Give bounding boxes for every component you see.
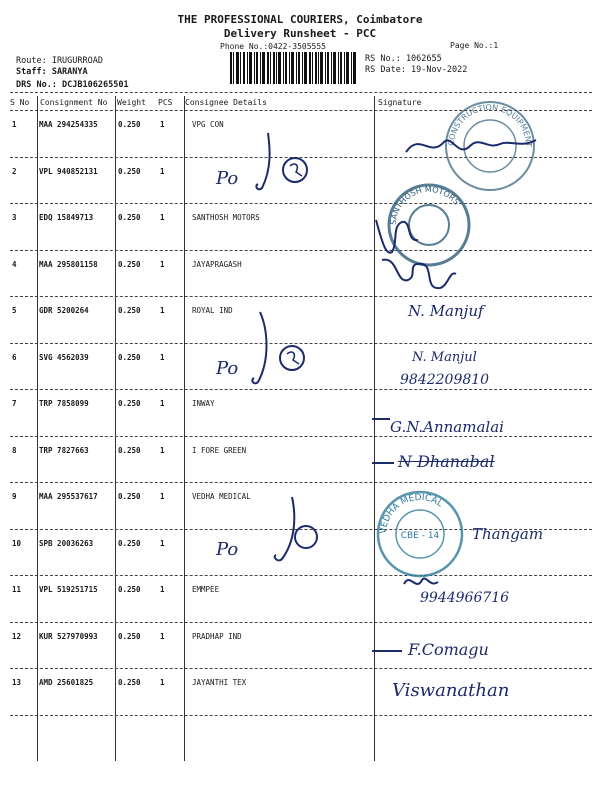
cell-sno: 4 bbox=[12, 259, 17, 269]
cell-weight: 0.250 bbox=[118, 120, 141, 129]
cell-consignment: MAA 295537617 bbox=[39, 492, 98, 501]
cell-sno: 5 bbox=[12, 306, 17, 315]
cell-pcs: 1 bbox=[160, 585, 165, 594]
cell-pcs: 1 bbox=[160, 306, 165, 315]
cell-sno: 3 bbox=[12, 213, 17, 222]
table-row bbox=[0, 622, 600, 669]
signature: Viswanathan bbox=[392, 680, 510, 701]
col-header-weight: Weight bbox=[117, 98, 146, 107]
cell-weight: 0.250 bbox=[118, 492, 141, 501]
barcode bbox=[230, 52, 356, 84]
cell-consignment: VPL 940852131 bbox=[39, 166, 98, 176]
dash-mark bbox=[372, 650, 402, 652]
table-row bbox=[0, 250, 600, 297]
cell-consignee: JAYAPRAGASH bbox=[192, 259, 242, 269]
cell-weight: 0.250 bbox=[118, 166, 141, 176]
rs-date: RS Date: 19-Nov-2022 bbox=[365, 65, 468, 75]
cell-weight: 0.250 bbox=[118, 445, 141, 455]
cell-sno: 10 bbox=[12, 538, 22, 548]
cell-pcs: 1 bbox=[160, 259, 165, 269]
company-title: THE PROFESSIONAL COURIERS, Coimbatore bbox=[177, 13, 423, 26]
cell-pcs: 1 bbox=[160, 631, 165, 641]
signature: G.N.Annamalai bbox=[390, 418, 504, 436]
cell-consignee: INWAY bbox=[192, 399, 215, 408]
cell-consignee: PRADHAP IND bbox=[192, 631, 242, 641]
cell-pcs: 1 bbox=[160, 678, 165, 687]
col-header-signature: Signature bbox=[378, 98, 422, 107]
table-row bbox=[0, 575, 600, 622]
cell-weight: 0.250 bbox=[118, 213, 141, 222]
cell-consignee: EMMPEE bbox=[192, 585, 220, 594]
cell-sno: 6 bbox=[12, 352, 17, 362]
cell-sno: 8 bbox=[12, 445, 17, 455]
signature bbox=[400, 128, 540, 168]
cell-consignment: KUR 527970993 bbox=[39, 631, 98, 641]
cell-consignment: GDR 5200264 bbox=[39, 306, 89, 315]
drs-number: DRS No.: DCJB106265501 bbox=[16, 80, 129, 90]
medical-stamp bbox=[372, 486, 468, 582]
handwritten-po-note: Po bbox=[210, 310, 320, 390]
cell-sno: 2 bbox=[12, 166, 17, 176]
signature: N. Manjuf bbox=[408, 302, 484, 320]
cell-consignment: VPL 519251715 bbox=[39, 585, 98, 594]
cell-consignment: SPB 20036263 bbox=[39, 538, 94, 548]
cell-pcs: 1 bbox=[160, 492, 165, 501]
cell-weight: 0.250 bbox=[118, 352, 141, 362]
cell-weight: 0.250 bbox=[118, 631, 141, 641]
col-header-sno: S No bbox=[10, 98, 30, 107]
cell-weight: 0.250 bbox=[118, 259, 141, 269]
cell-consignee: VEDHA MEDICAL bbox=[192, 492, 251, 501]
cell-sno: 7 bbox=[12, 399, 17, 408]
cell-pcs: 1 bbox=[160, 213, 165, 222]
page-number: Page No.:1 bbox=[450, 41, 499, 50]
svg-text:CBE - 14: CBE - 14 bbox=[400, 531, 440, 541]
cell-pcs: 1 bbox=[160, 166, 165, 176]
cell-weight: 0.250 bbox=[118, 399, 141, 408]
runsheet-title: Delivery Runsheet - PCC bbox=[223, 27, 377, 40]
cell-weight: 0.250 bbox=[118, 306, 141, 315]
cell-consignment: MAA 294254335 bbox=[39, 120, 98, 129]
table-top-rule bbox=[10, 92, 592, 93]
col-header-pcs: PCS bbox=[158, 98, 173, 107]
cell-sno: 12 bbox=[12, 631, 22, 641]
dash-mark bbox=[372, 462, 394, 464]
dash-mark bbox=[372, 418, 390, 420]
cell-pcs: 1 bbox=[160, 399, 165, 408]
table-row bbox=[0, 389, 600, 436]
handwritten-po-note: Po bbox=[210, 495, 320, 570]
cell-consignment: EDQ 15849713 bbox=[39, 213, 94, 222]
signature: Thangam bbox=[472, 525, 544, 543]
cell-pcs: 1 bbox=[160, 352, 165, 362]
col-header-consignee: Consignee Details bbox=[185, 98, 267, 107]
signature: N Dhanabal bbox=[398, 452, 495, 471]
phone-handwritten: 9944966716 bbox=[420, 590, 510, 606]
phone-number: Phone No.:0422-3505555 bbox=[220, 42, 326, 51]
table-row bbox=[0, 668, 600, 715]
cell-consignee: JAYANTHI TEX bbox=[192, 678, 247, 687]
cell-consignment: TRP 7827663 bbox=[39, 445, 89, 455]
staff-label: Staff: SARANYA bbox=[16, 67, 88, 77]
phone-handwritten: 9842209810 bbox=[400, 372, 490, 388]
cell-sno: 9 bbox=[12, 492, 17, 501]
cell-pcs: 1 bbox=[160, 538, 165, 548]
signature: N. Manjul bbox=[412, 350, 477, 365]
table-row bbox=[0, 436, 600, 483]
cell-pcs: 1 bbox=[160, 120, 165, 129]
svg-text:VEDHA MEDICAL: VEDHA MEDICAL bbox=[378, 492, 445, 535]
cell-weight: 0.250 bbox=[118, 585, 141, 594]
signature: F.Comagu bbox=[408, 640, 489, 659]
cell-weight: 0.250 bbox=[118, 538, 141, 548]
cell-consignee: ROYAL IND bbox=[192, 306, 233, 315]
cell-sno: 13 bbox=[12, 678, 22, 687]
cell-consignment: MAA 295801158 bbox=[39, 259, 98, 269]
table-row bbox=[0, 203, 600, 250]
cell-sno: 1 bbox=[12, 120, 17, 129]
rs-number: RS No.: 1062655 bbox=[365, 54, 442, 64]
cell-consignment: SVG 4562039 bbox=[39, 352, 89, 362]
handwritten-po-note: Po bbox=[210, 128, 320, 198]
row-divider bbox=[10, 715, 592, 716]
cell-consignee: I FORE GREEN bbox=[192, 445, 247, 455]
cell-sno: 11 bbox=[12, 585, 22, 594]
route-label: Route: IRUGURROAD bbox=[16, 56, 103, 66]
signature bbox=[378, 250, 458, 300]
col-header-consignment: Consignment No bbox=[40, 98, 108, 107]
cell-consignment: AMD 25601825 bbox=[39, 678, 94, 687]
cell-consignment: TRP 7858099 bbox=[39, 399, 89, 408]
cell-weight: 0.250 bbox=[118, 678, 141, 687]
svg-text:CONSTRUCTION EQUIPMENTS: CONSTRUCTION EQUIPMENT bbox=[446, 102, 534, 148]
svg-text:SANTHOSH MOTORS: SANTHOSH MOTORS bbox=[388, 184, 461, 226]
cell-pcs: 1 bbox=[160, 445, 165, 455]
cell-consignee: VPG CON bbox=[192, 120, 224, 129]
cell-consignee: SANTHOSH MOTORS bbox=[192, 213, 260, 222]
